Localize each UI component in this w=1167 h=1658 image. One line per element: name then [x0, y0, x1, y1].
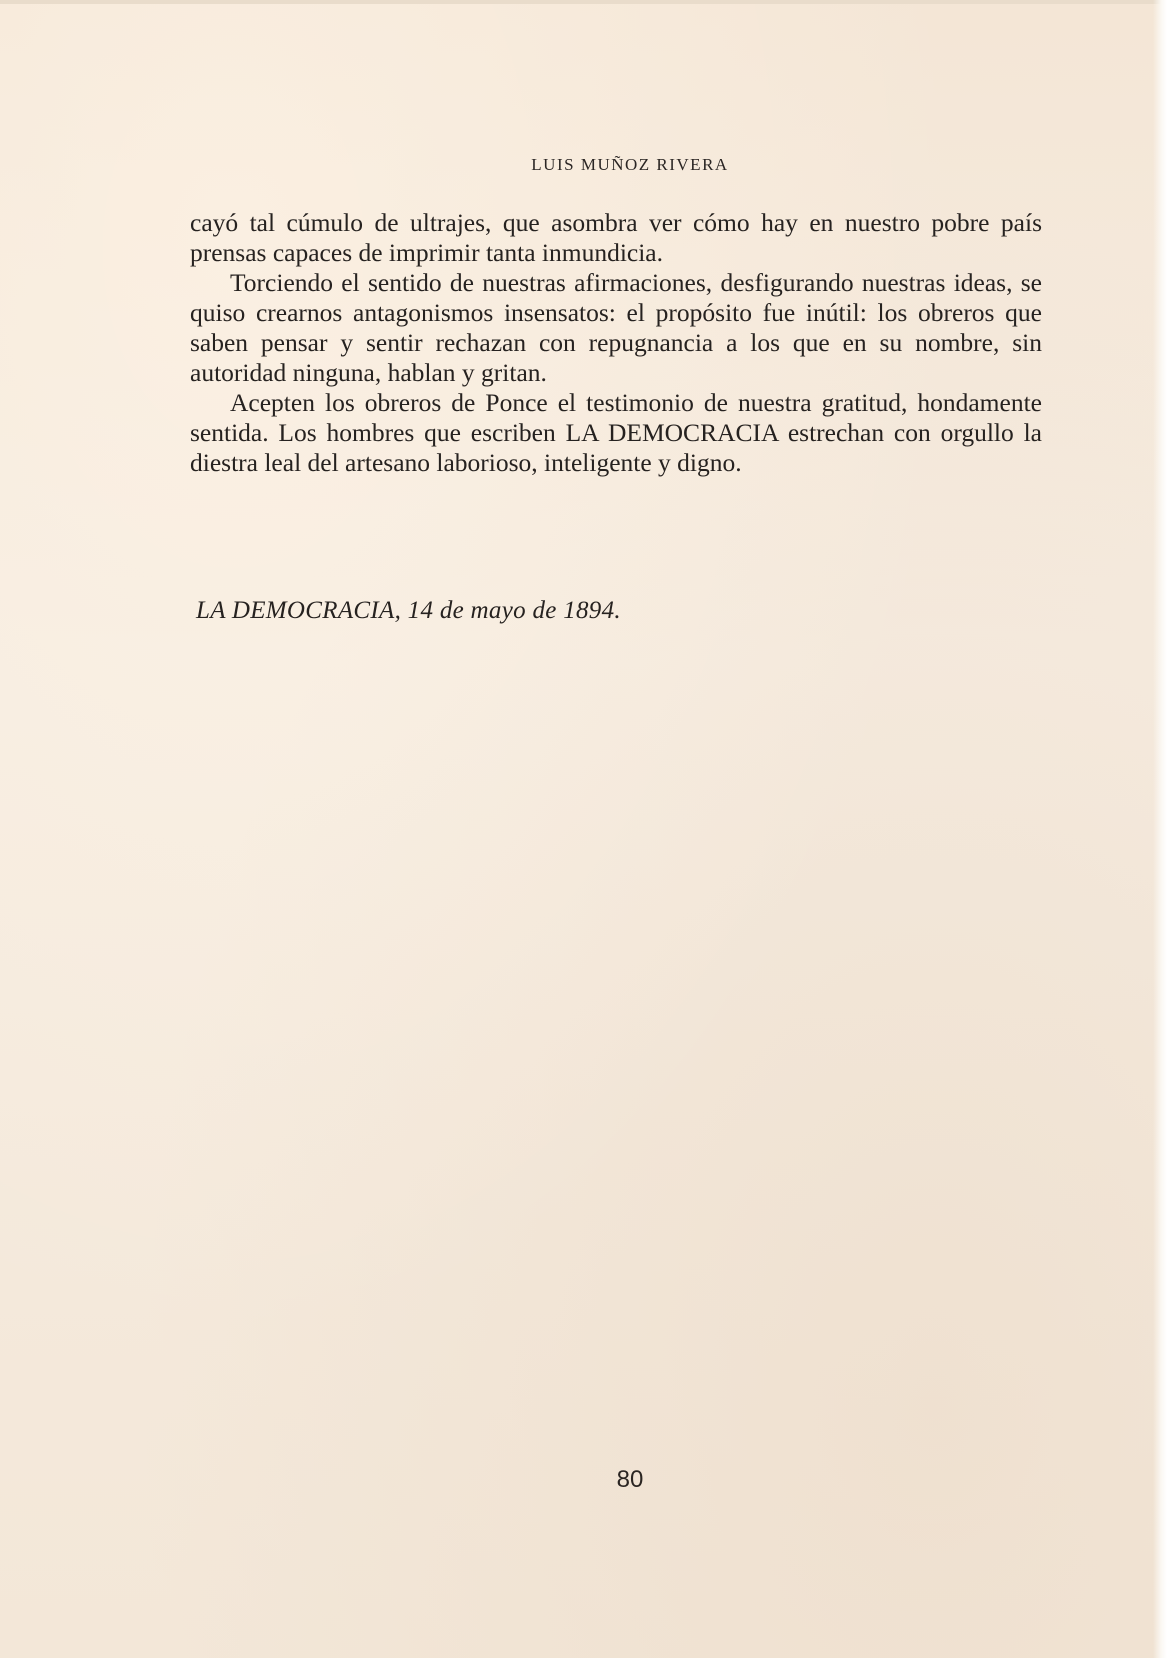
paragraph-3: Acepten los obreros de Ponce el testimonio de nuestra gratitud, hondamente sentida. Los hombres que escriben LA DEMOCRACIA estrechan con orgullo la diestra leal del artesano laborioso, inteligente y digno. [190, 388, 1042, 477]
page-number: 80 [616, 1466, 644, 1493]
paragraph-1: cayó tal cúmulo de ultrajes, que asombra ver cómo hay en nuestro pobre país prensas capaces de imprimir tanta inmundicia. [190, 208, 1042, 267]
page-top-edge [0, 0, 1167, 4]
running-head: LUIS MUÑOZ RIVERA [531, 155, 729, 174]
page-right-edge [1153, 0, 1167, 1658]
body-text [190, 208, 1042, 478]
signoff: LA DEMOCRACIA, 14 de mayo de 1894. [196, 597, 621, 624]
paragraph-2: Torciendo el sentido de nuestras afirmaciones, desfigurando nuestras ideas, se quiso crearnos antagonismos insensatos: el propósito fue inútil: los obreros que saben pensar y sentir rechazan con repugnancia a los que en su nombre, sin autoridad ninguna, hablan y gritan. [190, 268, 1042, 387]
